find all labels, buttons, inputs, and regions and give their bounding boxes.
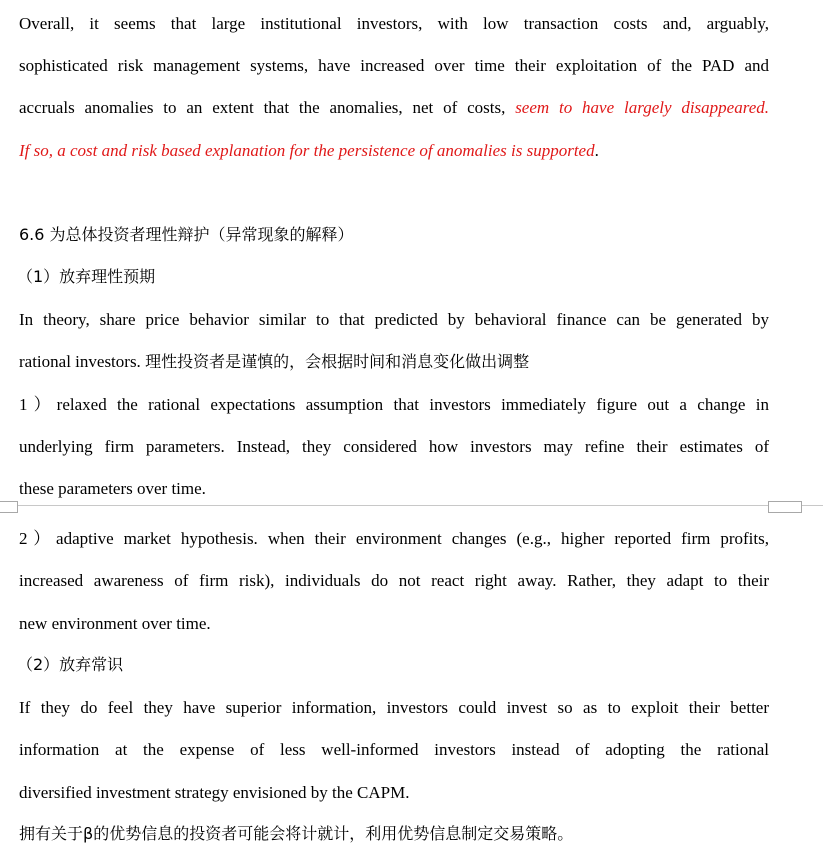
chinese-note: 拥有关于β的优势信息的投资者可能会将计就计，利用优势信息制定交易策略。 xyxy=(19,824,574,843)
page-break xyxy=(0,505,823,506)
text-span: accruals anomalies to an extent that the anomalies, net of costs, xyxy=(19,98,516,117)
paragraph-line: information at the expense of less well-informed investors instead of adopting the rational xyxy=(19,740,769,759)
chinese-note: 理性投资者是谨慎的，会根据时间和消息变化做出调整 xyxy=(145,352,530,371)
paragraph-line: these parameters over time. xyxy=(19,479,206,498)
paragraph-line: In theory, share price behavior similar to that predicted by behavioral finance can be generated by xyxy=(19,310,769,329)
text-span: rational investors. xyxy=(19,352,146,371)
page-corner-marker xyxy=(0,501,18,513)
subsection-heading: （1）放弃理性预期 xyxy=(17,267,156,286)
paragraph-line: diversified investment strategy envisioned by the CAPM. xyxy=(19,783,410,802)
section-heading: 6.6 为总体投资者理性辩护（异常现象的解释） xyxy=(19,225,354,244)
page-corner-marker xyxy=(768,501,802,513)
text-span: . xyxy=(594,141,599,160)
highlighted-text: If so, a cost and risk based explanation for the persistence of anomalies is supported xyxy=(19,141,595,160)
paragraph-line: 2）adaptive market hypothesis. when their environment changes (e.g., higher reported firm profits, xyxy=(19,529,769,548)
paragraph-line: sophisticated risk management systems, have increased over time their exploitation of the PAD and xyxy=(19,56,769,75)
paragraph-line xyxy=(19,97,769,119)
paragraph-line xyxy=(19,140,769,162)
highlighted-text: seem to have largely disappeared. xyxy=(515,98,770,117)
paragraph-line: If they do feel they have superior information, investors could invest so as to exploit their better xyxy=(19,698,769,717)
paragraph-line xyxy=(19,351,769,373)
paragraph-line: increased awareness of firm risk), individuals do not react right away. Rather, they adapt to their xyxy=(19,571,769,590)
paragraph-line: Overall, it seems that large institutional investors, with low transaction costs and, arguably, xyxy=(19,14,769,33)
paragraph-line: 1）relaxed the rational expectations assumption that investors immediately figure out a change in xyxy=(19,395,769,414)
subsection-heading: （2）放弃常识 xyxy=(17,655,124,674)
paragraph-line: new environment over time. xyxy=(19,614,211,633)
paragraph-line: underlying firm parameters. Instead, they considered how investors may refine their estimates of xyxy=(19,437,769,456)
